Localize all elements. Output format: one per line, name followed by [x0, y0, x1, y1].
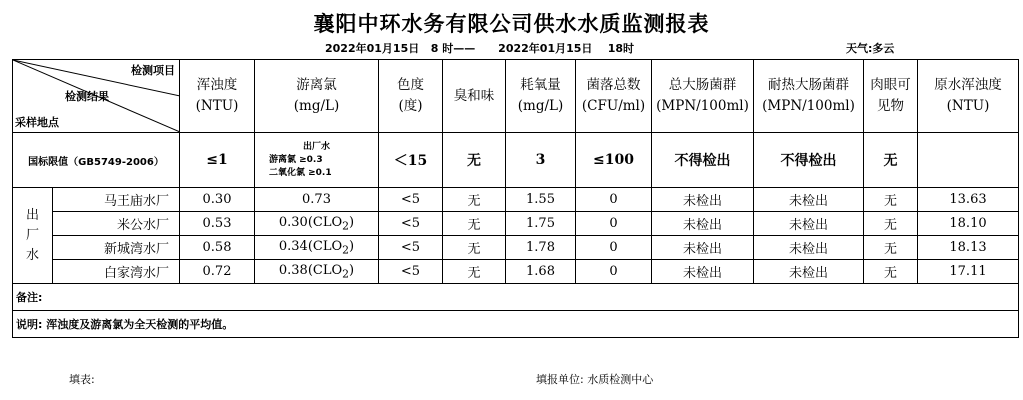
- site-name: 新城湾水厂: [53, 236, 180, 260]
- cell-turbidity: 0.30: [180, 188, 255, 212]
- cell-chlorine: $0.30(CLO_2)$: [255, 212, 379, 236]
- cell-raw-turbidity: 13.63: [918, 188, 1019, 212]
- standard-colony: ≤100: [576, 133, 652, 188]
- cell-chlorine: $0.34(CLO_2)$: [255, 236, 379, 260]
- group-label-outlet-water: 出 厂 水: [13, 188, 53, 284]
- cell-odor: 无: [443, 188, 506, 212]
- time-range: 2022年01月15日 8 时—— 2022年01月15日 18时: [325, 42, 635, 55]
- cell-raw-turbidity: 18.13: [918, 236, 1019, 260]
- cell-raw-turbidity: 18.10: [918, 212, 1019, 236]
- cell-coliform: 未检出: [652, 212, 754, 236]
- cell-color: <5: [379, 212, 443, 236]
- weather: 天气:多云: [846, 42, 895, 55]
- cell-thermo-coliform: 未检出: [754, 212, 864, 236]
- corner-result-label: 检测结果: [65, 90, 109, 103]
- standard-odor: 无: [443, 133, 506, 188]
- water-quality-table: [12, 59, 1019, 338]
- table-row: [13, 212, 1019, 236]
- cell-thermo-coliform: 未检出: [754, 260, 864, 284]
- cell-turbidity: 0.53: [180, 212, 255, 236]
- standard-oxygen: 3: [506, 133, 576, 188]
- standard-coliform: 不得检出: [652, 133, 754, 188]
- corner-site-label: 采样地点: [15, 116, 59, 129]
- cell-chlorine: 0.73: [255, 188, 379, 212]
- explanation-text: 说明: 浑浊度及游离氯为全天检测的平均值。: [13, 311, 1019, 338]
- report-title: 襄阳中环水务有限公司供水水质监测报表: [313, 11, 710, 36]
- cell-visible: 无: [864, 260, 918, 284]
- standard-visible: 无: [864, 133, 918, 188]
- site-name: 马王庙水厂: [53, 188, 180, 212]
- remark-row: [13, 284, 1019, 311]
- col-header-colony: 菌落总数 (CFU/ml): [576, 60, 652, 133]
- cell-colony: 0: [576, 260, 652, 284]
- cell-oxygen: 1.55: [506, 188, 576, 212]
- cell-oxygen: 1.75: [506, 212, 576, 236]
- standard-row: [13, 133, 1019, 188]
- cell-visible: 无: [864, 212, 918, 236]
- standard-label: 国标限值（GB5749-2006）: [13, 133, 180, 188]
- reporting-unit: 填报单位: 水质检测中心: [536, 373, 654, 386]
- cell-coliform: 未检出: [652, 260, 754, 284]
- cell-turbidity: 0.58: [180, 236, 255, 260]
- cell-odor: 无: [443, 212, 506, 236]
- site-name: 白家湾水厂: [53, 260, 180, 284]
- site-name: 米公水厂: [53, 212, 180, 236]
- table-row: [13, 236, 1019, 260]
- cell-visible: 无: [864, 188, 918, 212]
- cell-oxygen: 1.78: [506, 236, 576, 260]
- corner-item-label: 检测项目: [131, 64, 175, 77]
- cell-turbidity: 0.72: [180, 260, 255, 284]
- standard-color: ＜15: [379, 133, 443, 188]
- col-header-raw-turbidity: 原水浑浊度 (NTU): [918, 60, 1019, 133]
- cell-color: <5: [379, 236, 443, 260]
- col-header-color: 色度 (度): [379, 60, 443, 133]
- cell-odor: 无: [443, 236, 506, 260]
- standard-turbidity: ≤1: [180, 133, 255, 188]
- cell-coliform: 未检出: [652, 236, 754, 260]
- cell-coliform: 未检出: [652, 188, 754, 212]
- cell-raw-turbidity: 17.11: [918, 260, 1019, 284]
- col-header-oxygen: 耗氧量 (mg/L): [506, 60, 576, 133]
- cell-color: <5: [379, 260, 443, 284]
- cell-color: <5: [379, 188, 443, 212]
- remark-label: 备注:: [13, 284, 1019, 311]
- cell-thermo-coliform: 未检出: [754, 236, 864, 260]
- table-row: [13, 260, 1019, 284]
- col-header-turbidity: 浑浊度 (NTU): [180, 60, 255, 133]
- col-header-coliform: 总大肠菌群 (MPN/100ml): [652, 60, 754, 133]
- header-corner: [13, 60, 180, 133]
- cell-colony: 0: [576, 236, 652, 260]
- cell-colony: 0: [576, 212, 652, 236]
- cell-chlorine: $0.38(CLO_2)$: [255, 260, 379, 284]
- table-row: [13, 188, 1019, 212]
- explanation-row: [13, 311, 1019, 338]
- cell-odor: 无: [443, 260, 506, 284]
- cell-thermo-coliform: 未检出: [754, 188, 864, 212]
- header-row: [13, 60, 1019, 133]
- col-header-thermo-coliform: 耐热大肠菌群 (MPN/100ml): [754, 60, 864, 133]
- col-header-visible: 肉眼可见物: [864, 60, 918, 133]
- standard-thermo-coliform: 不得检出: [754, 133, 864, 188]
- cell-visible: 无: [864, 236, 918, 260]
- cell-oxygen: 1.68: [506, 260, 576, 284]
- filler-label: 填表:: [69, 373, 95, 386]
- col-header-odor: 臭和味: [443, 60, 506, 133]
- cell-colony: 0: [576, 188, 652, 212]
- standard-chlorine: 出厂水 游离氯 ≥0.3 二氧化氯 ≥0.1: [255, 133, 379, 188]
- col-header-chlorine: 游离氯 (mg/L): [255, 60, 379, 133]
- standard-raw-turbidity: [918, 133, 1019, 188]
